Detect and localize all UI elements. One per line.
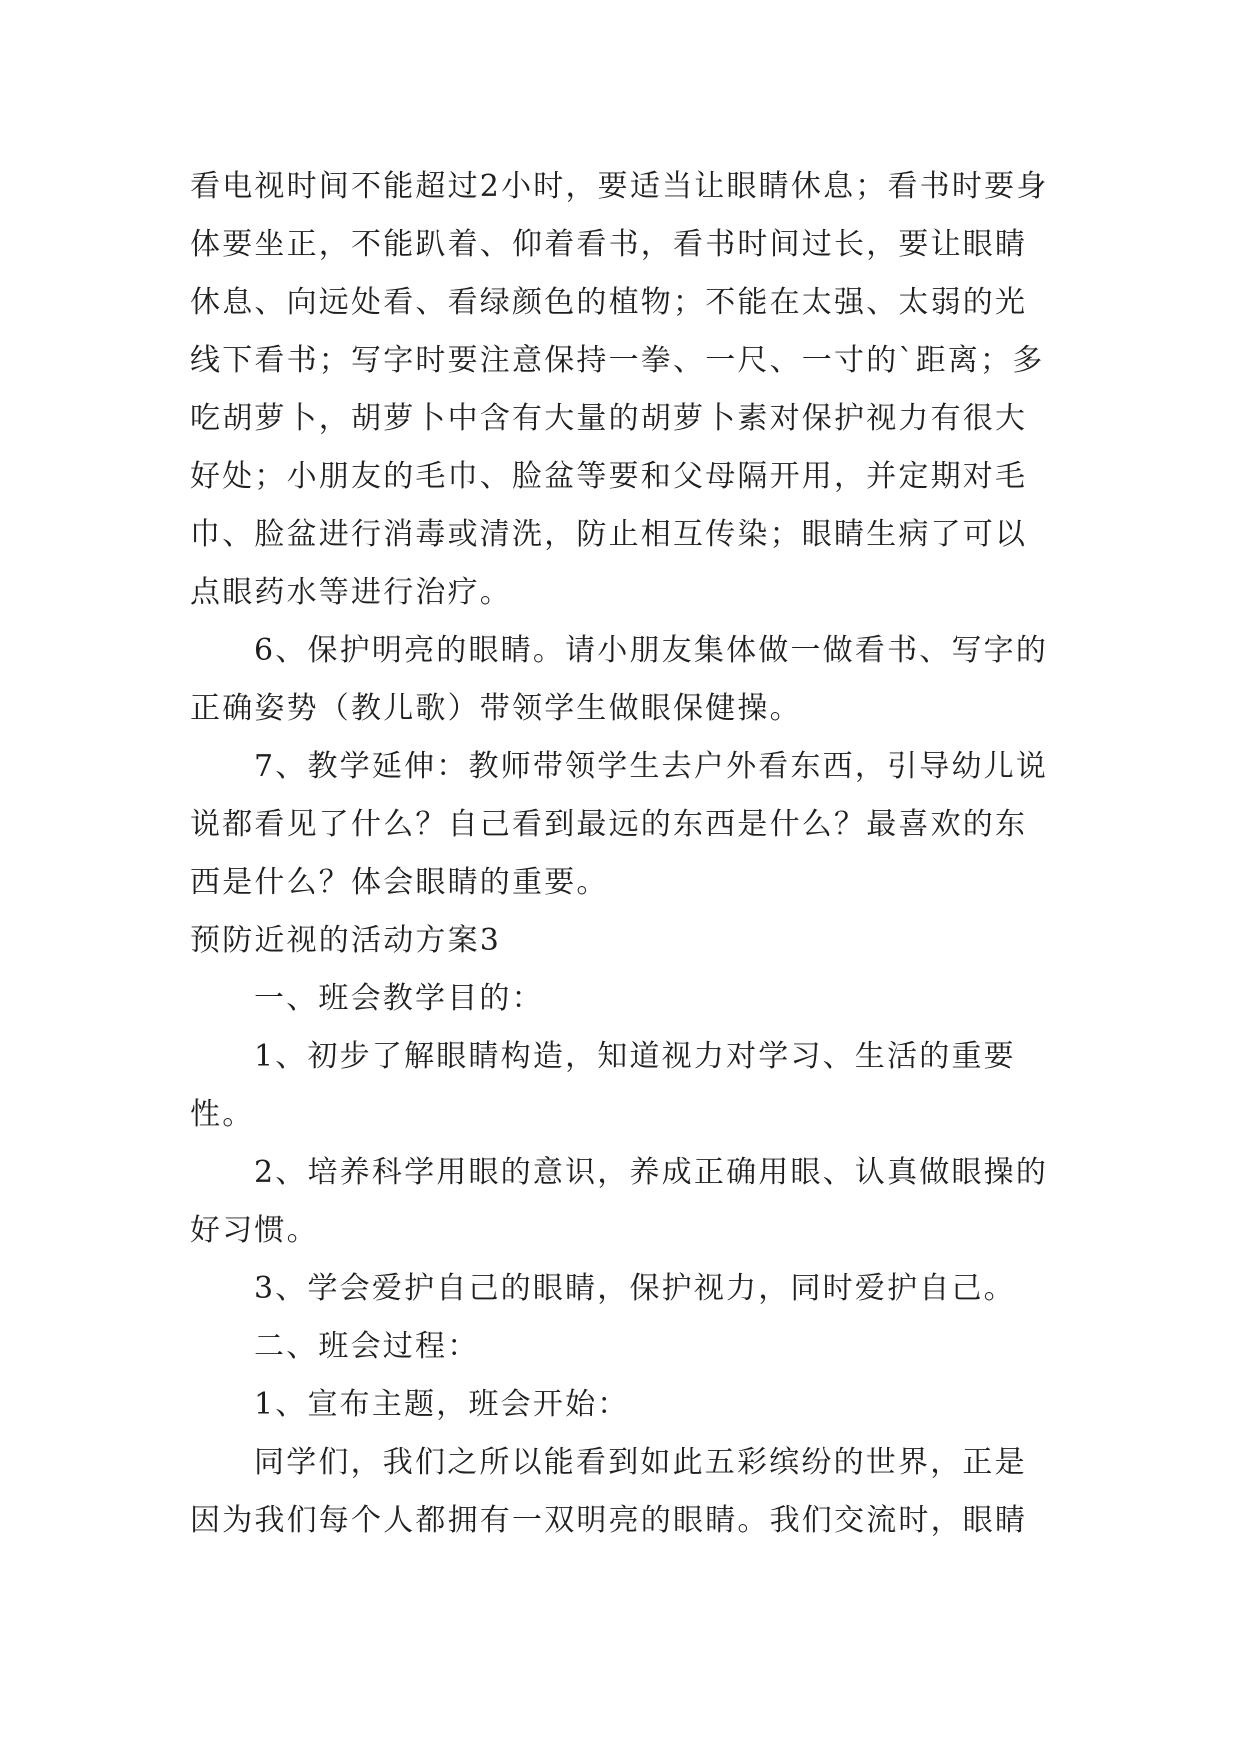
- subheading-objectives: 一、班会教学目的：: [254, 981, 544, 1016]
- paragraph-objective-1: 1、初步了解眼睛构造，知道视力对学习、生活的重要性。: [190, 1039, 1016, 1132]
- paragraph-step-7: 7、教学延伸：教师带领学生去户外看东西，引导幼儿说说都看见了什么？自己看到最远的东西是什么？最喜欢的东西是什么？体会眼睛的重要。: [190, 749, 1049, 900]
- subheading-process: 二、班会过程：: [254, 1329, 480, 1364]
- paragraph-step-6: 6、保护明亮的眼睛。请小朋友集体做一做看书、写字的正确姿势（教儿歌）带领学生做眼保健操。: [190, 633, 1049, 726]
- paragraph-process-1: 1、宣布主题，班会开始：: [254, 1387, 630, 1422]
- paragraph-intro-text: 同学们，我们之所以能看到如此五彩缤纷的世界，正是因为我们每个人都拥有一双明亮的眼睛。我们交流时，眼睛: [190, 1445, 1028, 1538]
- paragraph-objective-3: 3、学会爱护自己的眼睛，保护视力，同时爱护自己。: [254, 1271, 1016, 1306]
- document-body: [190, 158, 1050, 1550]
- paragraph-continued: 看电视时间不能超过2小时，要适当让眼睛休息；看书时要身体要坐正，不能趴着、仰着看书，看书时间过长，要让眼睛休息、向远处看、看绿颜色的植物；不能在太强、太弱的光线下看书；写字时要注意保持一拳、一尺、一寸的`距离；多吃胡萝卜，胡萝卜中含有大量的胡萝卜素对保护视力有很大好处；小朋友的毛巾、脸盆等要和父母隔开用，并定期对毛巾、脸盆进行消毒或清洗，防止相互传染；眼睛生病了可以点眼药水等进行治疗。: [190, 169, 1049, 610]
- section-heading: 预防近视的活动方案3: [190, 923, 502, 958]
- paragraph-objective-2: 2、培养科学用眼的意识，养成正确用眼、认真做眼操的好习惯。: [190, 1155, 1049, 1248]
